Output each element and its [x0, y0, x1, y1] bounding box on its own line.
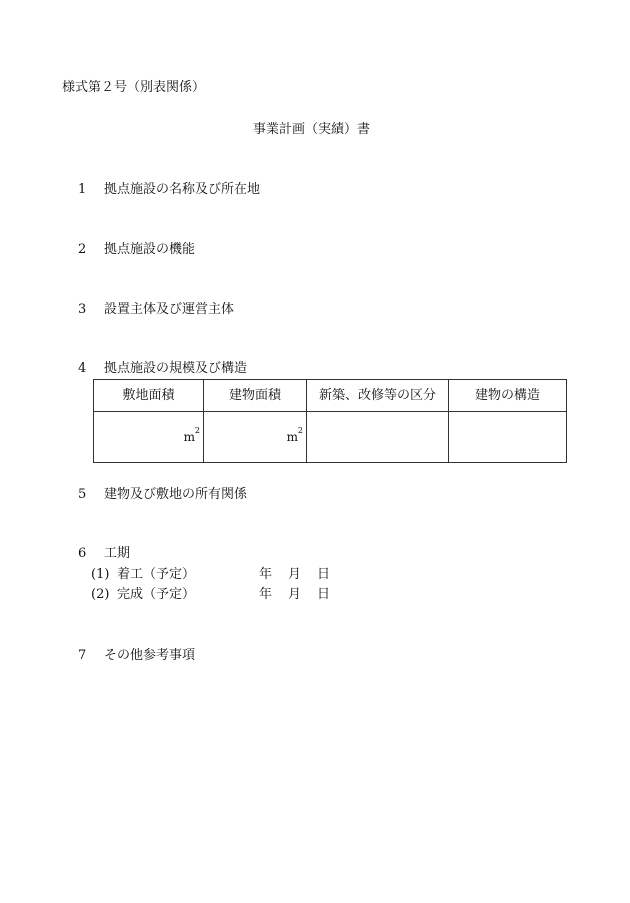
section-3 — [78, 302, 234, 318]
section-heading: その他参考事項 — [104, 648, 196, 663]
schedule-index: (1) — [91, 567, 110, 582]
square-meter-unit: m 2 — [183, 425, 200, 444]
section-6 — [78, 546, 130, 562]
year-label: 年 — [259, 567, 273, 582]
header-site-area: 敷地面積 — [94, 380, 204, 412]
year-label: 年 — [259, 587, 273, 602]
section-heading: 設置主体及び運営主体 — [104, 302, 235, 317]
section-heading: 工期 — [104, 546, 131, 561]
site-area-cell — [94, 412, 204, 463]
section-5 — [78, 487, 247, 503]
section-number: 7 — [78, 648, 87, 663]
section-heading: 建物及び敷地の所有関係 — [104, 487, 248, 502]
document-title: 事業計画（実績）書 — [253, 122, 371, 137]
schedule-date-start — [259, 567, 330, 583]
schedule-row-start — [91, 567, 195, 583]
day-label: 日 — [317, 567, 331, 582]
section-2 — [78, 242, 195, 258]
square-meter-unit: m 2 — [286, 425, 303, 444]
section-1 — [78, 182, 260, 198]
header-construction-type: 新築、改修等の区分 — [307, 380, 449, 412]
header-building-area: 建物面積 — [204, 380, 307, 412]
section-heading: 拠点施設の機能 — [104, 242, 196, 257]
construction-type-cell — [307, 412, 449, 463]
schedule-row-completion — [91, 587, 195, 603]
month-label: 月 — [288, 567, 302, 582]
section-number: 6 — [78, 546, 87, 561]
schedule-index: (2) — [91, 587, 110, 602]
section-heading: 拠点施設の名称及び所在地 — [104, 182, 261, 197]
building-structure-cell — [449, 412, 567, 463]
day-label: 日 — [317, 587, 331, 602]
table-header-row — [94, 380, 567, 412]
building-area-cell — [204, 412, 307, 463]
schedule-label: 着工（予定） — [117, 567, 196, 582]
schedule-label: 完成（予定） — [117, 587, 196, 602]
facility-scale-table — [93, 379, 567, 463]
header-building-structure: 建物の構造 — [449, 380, 567, 412]
section-number: 2 — [78, 242, 87, 257]
schedule-date-completion — [259, 587, 330, 603]
month-label: 月 — [288, 587, 302, 602]
section-number: 3 — [78, 302, 87, 317]
section-4 — [78, 361, 247, 377]
section-heading: 拠点施設の規模及び構造 — [104, 361, 248, 376]
section-number: 4 — [78, 361, 87, 376]
section-number: 1 — [78, 182, 87, 197]
form-number: 様式第２号（別表関係） — [62, 80, 206, 95]
table-row — [94, 412, 567, 463]
section-7 — [78, 648, 195, 664]
section-number: 5 — [78, 487, 87, 502]
